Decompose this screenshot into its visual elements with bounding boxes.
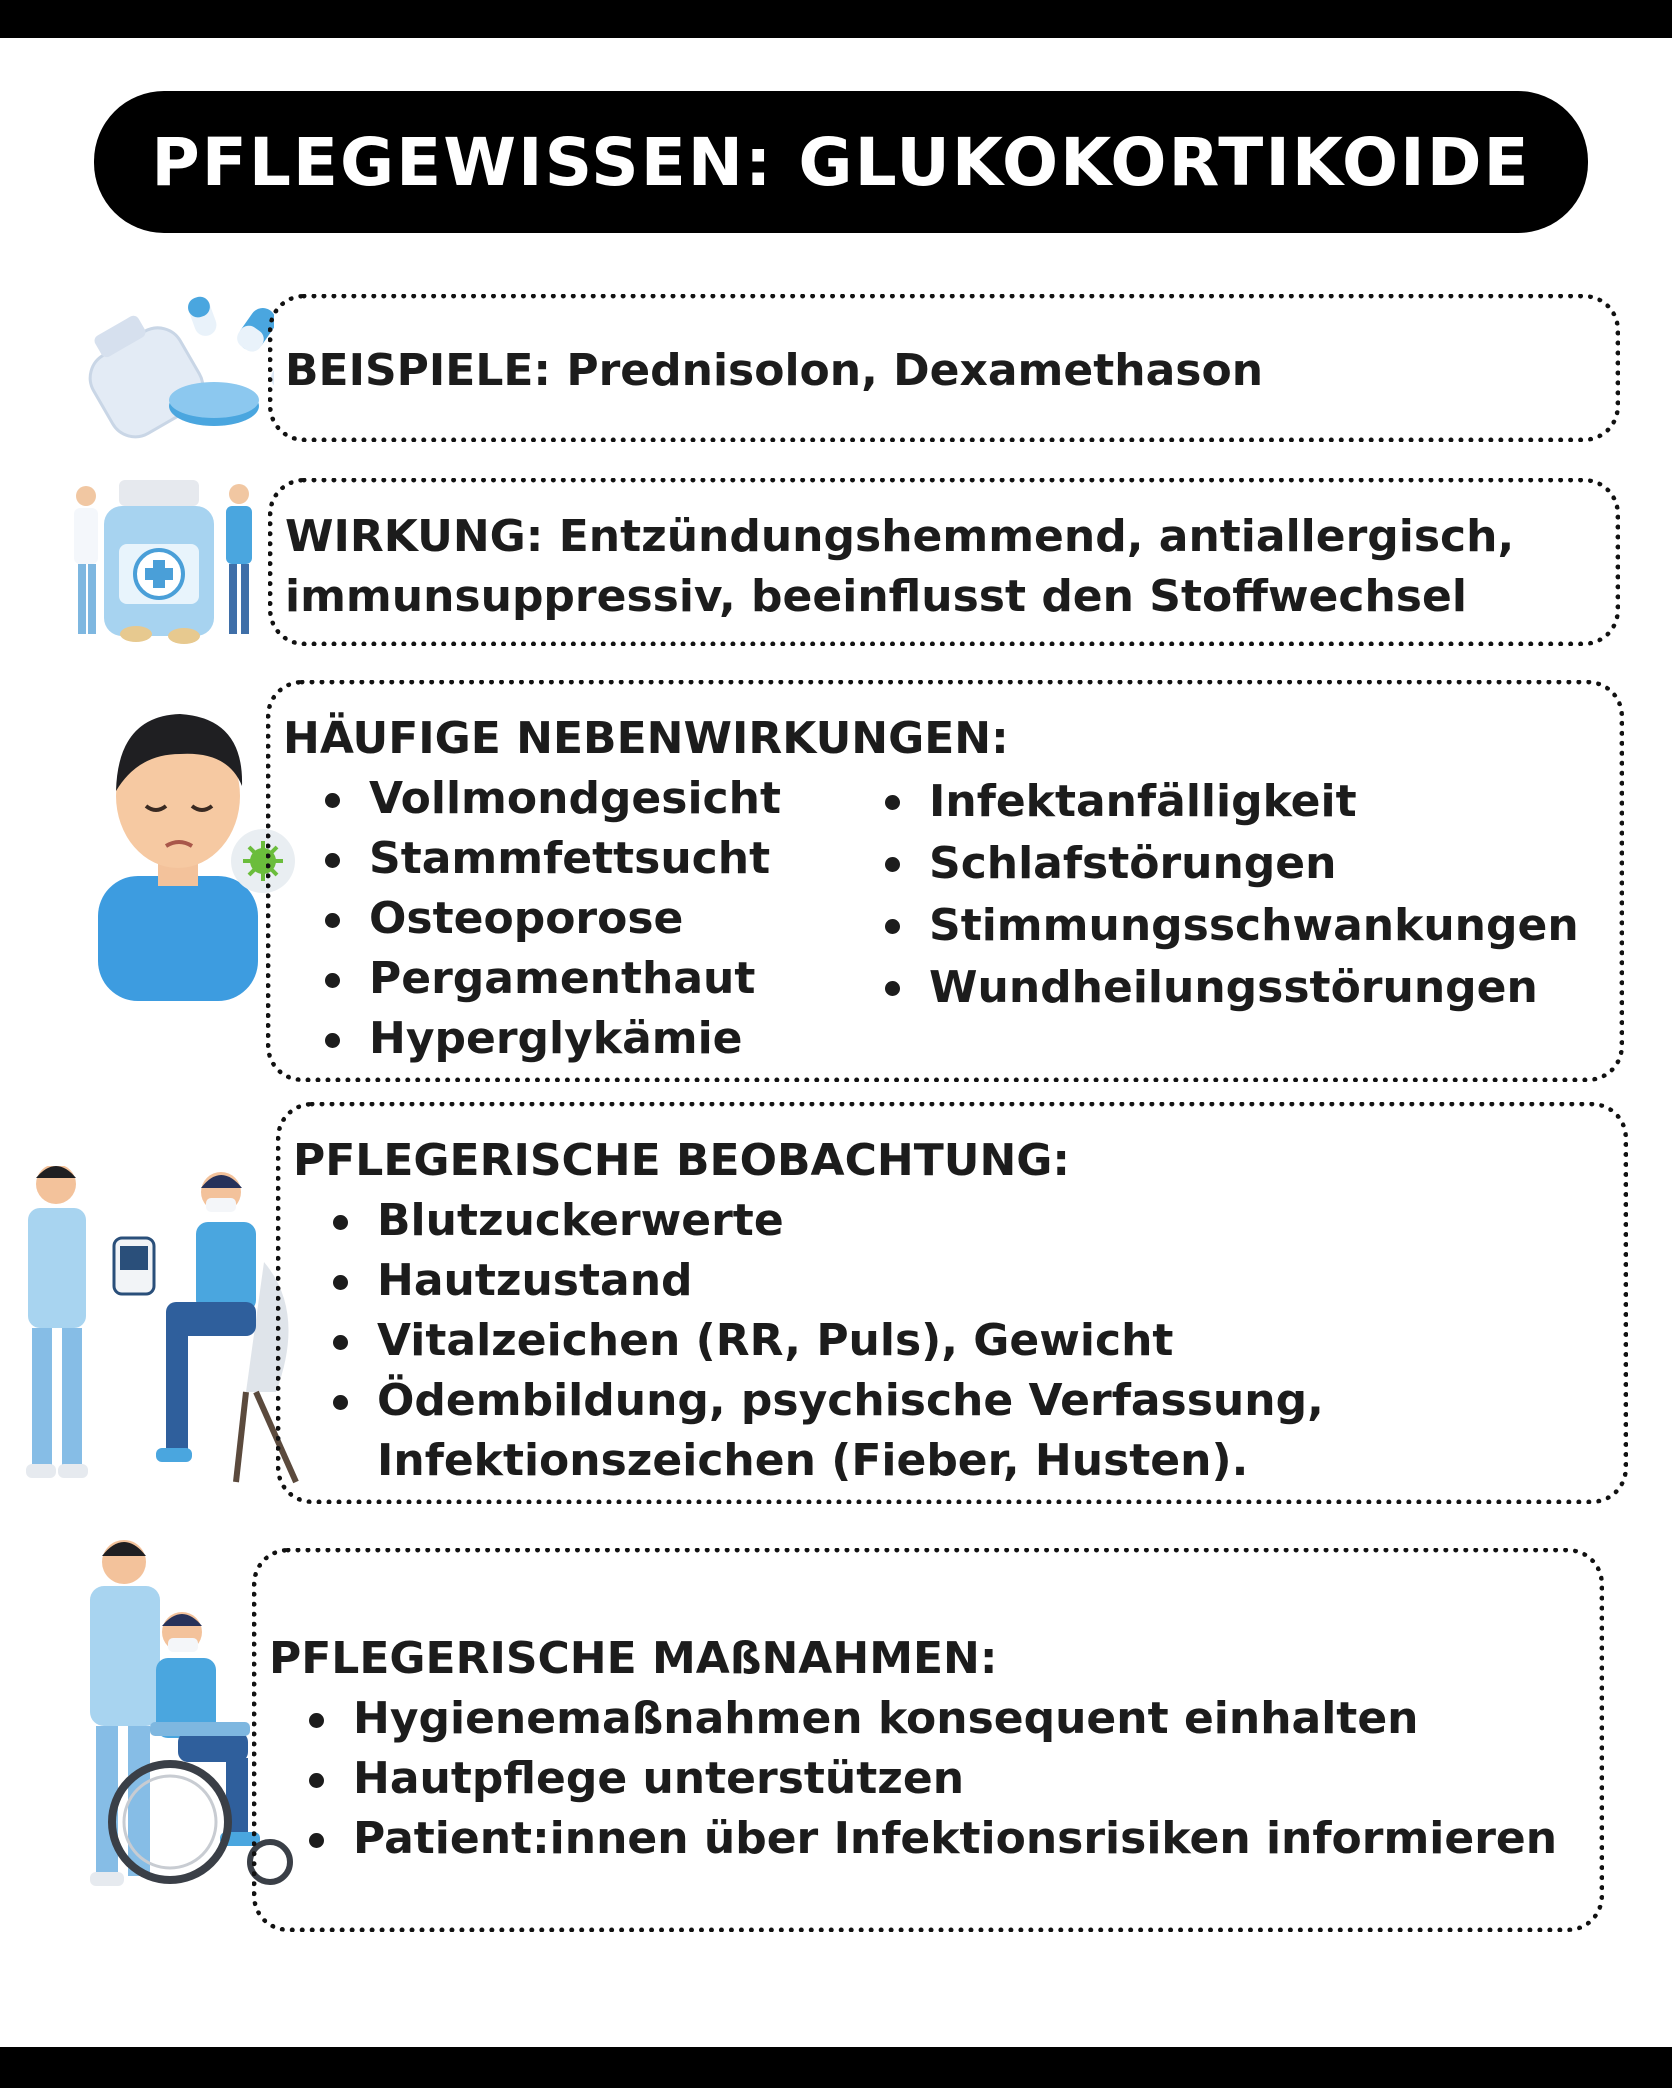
list-item: Infektanfälligkeit: [881, 771, 1579, 833]
list-item: Schlafstörungen: [881, 833, 1579, 895]
nebenwirkungen-list-left: [321, 769, 781, 1069]
wirkung-box: [268, 478, 1620, 646]
list-item: Hygienemaßnahmen konsequent einhalten: [305, 1689, 1557, 1749]
list-item: Wundheilungsstörungen: [881, 957, 1579, 1019]
list-item: Pergamenthaut: [321, 949, 781, 1009]
list-item: Blutzuckerwerte: [329, 1191, 1324, 1251]
list-item: Stammfettsucht: [321, 829, 781, 889]
top-black-bar: [0, 0, 1672, 38]
beispiele-text: BEISPIELE: Prednisolon, Dexamethason: [285, 345, 1264, 396]
nebenwirkungen-box: [266, 680, 1624, 1082]
wirkung-line-1: WIRKUNG: Entzündungshemmend, antiallergisch,: [285, 511, 1515, 562]
massnahmen-list: [305, 1689, 1557, 1869]
list-item: Hautpflege unterstützen: [305, 1749, 1557, 1809]
list-item: Patient:innen über Infektionsrisiken informieren: [305, 1809, 1557, 1869]
bottom-black-bar: [0, 2047, 1672, 2088]
beobachtung-heading: PFLEGERISCHE BEOBACHTUNG:: [293, 1135, 1070, 1186]
list-item: Ödembildung, psychische Verfassung,: [329, 1371, 1324, 1431]
list-item: Hyperglykämie: [321, 1009, 781, 1069]
list-item: Stimmungsschwankungen: [881, 895, 1579, 957]
list-item: Vollmondgesicht: [321, 769, 781, 829]
list-item: Hautzustand: [329, 1251, 1324, 1311]
list-item: Osteoporose: [321, 889, 781, 949]
beispiele-box: [268, 294, 1620, 442]
nebenwirkungen-list-right: [881, 771, 1579, 1019]
nurse-blood-pressure-icon: [6, 1152, 306, 1492]
nebenwirkungen-heading: HÄUFIGE NEBENWIRKUNGEN:: [283, 713, 1009, 764]
list-item: Vitalzeichen (RR, Puls), Gewicht: [329, 1311, 1324, 1371]
beobachtung-list: [329, 1191, 1324, 1491]
massnahmen-box: [252, 1548, 1604, 1932]
page-title: PFLEGEWISSEN: GLUKOKORTIKOIDE: [94, 91, 1588, 233]
pill-bottle-icon: [64, 288, 274, 448]
beobachtung-box: [276, 1102, 1628, 1504]
wirkung-line-2: immunsuppressiv, beeinflusst den Stoffwechsel: [285, 571, 1467, 622]
wirkung-text: [285, 507, 1605, 627]
massnahmen-heading: PFLEGERISCHE MAßNAHMEN:: [269, 1633, 998, 1684]
list-item-continuation: Infektionszeichen (Fieber, Husten).: [377, 1435, 1249, 1486]
medicine-bottle-doctors-icon: [64, 474, 264, 654]
